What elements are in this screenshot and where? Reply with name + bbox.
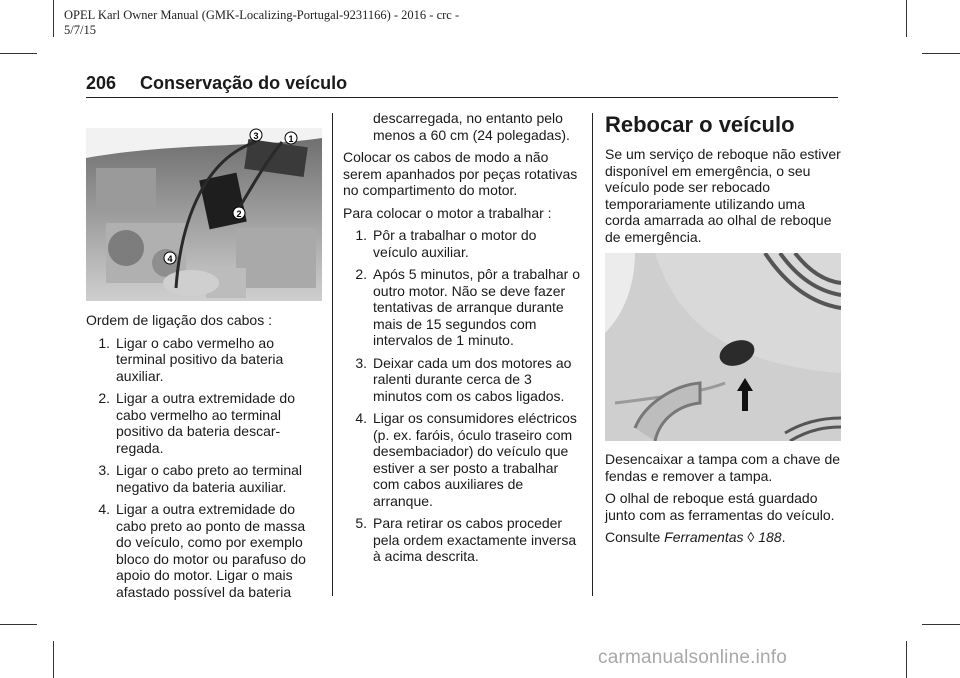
svg-text:3: 3	[253, 131, 259, 141]
list-item: 3. Ligar o cabo preto ao terminal negativo da bateria auxiliar.	[98, 462, 302, 495]
list-item: 2. Após 5 minutos, pôr a trabalhar o outro motor. Não se deve fazer tentativas de arranque durante mais de 15 segundos com intervalos de 1 minuto.	[355, 266, 581, 348]
page-heading	[86, 73, 347, 94]
section-title: Rebocar o veículo	[605, 112, 795, 137]
engine-compartment-figure	[86, 128, 322, 301]
callout-4	[164, 252, 176, 264]
column-3-lower	[605, 451, 841, 552]
start-engine-list	[343, 227, 583, 565]
list-item: 4. Ligar a outra extremidade do cabo preto ao ponto de massa do veículo, como por exemplo bloco do motor ou parafuso do apoio do motor. Ligar o mais afastado possível da bateria	[98, 501, 306, 600]
callout-2	[233, 207, 245, 219]
callout-1	[285, 132, 297, 144]
column-divider	[332, 113, 333, 596]
crop-mark	[53, 641, 54, 678]
column-2	[343, 110, 583, 571]
page-reference-arrow-icon: ◊	[747, 529, 755, 545]
crop-mark	[0, 624, 37, 625]
towing-intro: Se um serviço de reboque não estiver disponível em emergência, o seu veículo pode ser rebocado temporariamente utilizando uma corda amarrada ao olhal de reboque de emergência.	[605, 146, 841, 245]
watermark: carmanualsonline.info	[598, 647, 788, 668]
tow-eye-storage-paragraph: O olhal de reboque está guardado junto com as ferramentas do veículo.	[605, 490, 835, 523]
tools-reference: Consulte Ferramentas ◊ 188.	[605, 529, 786, 545]
callout-3	[250, 129, 262, 141]
svg-text:4: 4	[167, 254, 173, 264]
list-item: 2. Ligar a outra extremidade do cabo vermelho ao terminal positivo da bateria descar-regada.	[98, 390, 295, 456]
svg-text:1: 1	[288, 134, 294, 144]
tools-page-number[interactable]: 188	[758, 529, 782, 545]
list-item: 4. Ligar os consumidores eléctricos (p. ex. faróis, óculo traseiro com desembaciador) do veículo que estiver a ser posto a trabalhar com cabos auxiliares de arranque.	[355, 410, 577, 509]
remove-cover-paragraph: Desencaixar a tampa com a chave de fendas e remover a tampa.	[605, 451, 841, 484]
column-3	[605, 110, 841, 251]
crop-mark	[53, 0, 54, 37]
crop-mark	[0, 53, 37, 54]
list-item: 1. Pôr a trabalhar o motor do veículo auxiliar.	[355, 227, 537, 260]
crop-mark	[922, 53, 960, 54]
column-1	[86, 312, 322, 606]
list-item-continuation: descarregada, no entanto pelo menos a 60 cm (24 polegadas).	[373, 110, 570, 143]
list-item: 1. Ligar o cabo vermelho ao terminal positivo da bateria auxiliar.	[98, 334, 284, 384]
cables-paragraph: Colocar os cabos de modo a não serem apanhados por peças rotativas no compartimento do motor.	[343, 149, 578, 198]
list-item: 5. Para retirar os cabos proceder pela ordem exactamente inversa à acima descrita.	[355, 515, 577, 564]
start-engine-intro: Para colocar o motor a trabalhar :	[343, 204, 552, 221]
crop-mark	[906, 0, 907, 37]
print-header-line2: 5/7/15	[64, 23, 96, 37]
svg-text:2: 2	[236, 209, 242, 219]
cable-order-intro: Ordem de ligação dos cabos :	[86, 312, 272, 328]
bumper-tow-eye-figure	[605, 253, 841, 441]
crop-mark	[922, 624, 960, 625]
list-item: 3. Deixar cada um dos motores ao ralenti durante cerca de 3 minutos com os cabos ligados.	[355, 354, 572, 404]
print-header-line1: OPEL Karl Owner Manual (GMK-Localizing-Portugal-9231166) - 2016 - crc -	[64, 8, 460, 22]
tools-link[interactable]: Ferramentas	[664, 529, 744, 545]
column-divider	[592, 113, 593, 596]
print-header	[64, 8, 584, 38]
page-number: 206	[86, 73, 117, 93]
page-title: Conservação do veículo	[140, 73, 348, 93]
crop-mark	[906, 641, 907, 678]
cable-order-list	[86, 335, 322, 601]
heading-rule	[86, 97, 838, 98]
